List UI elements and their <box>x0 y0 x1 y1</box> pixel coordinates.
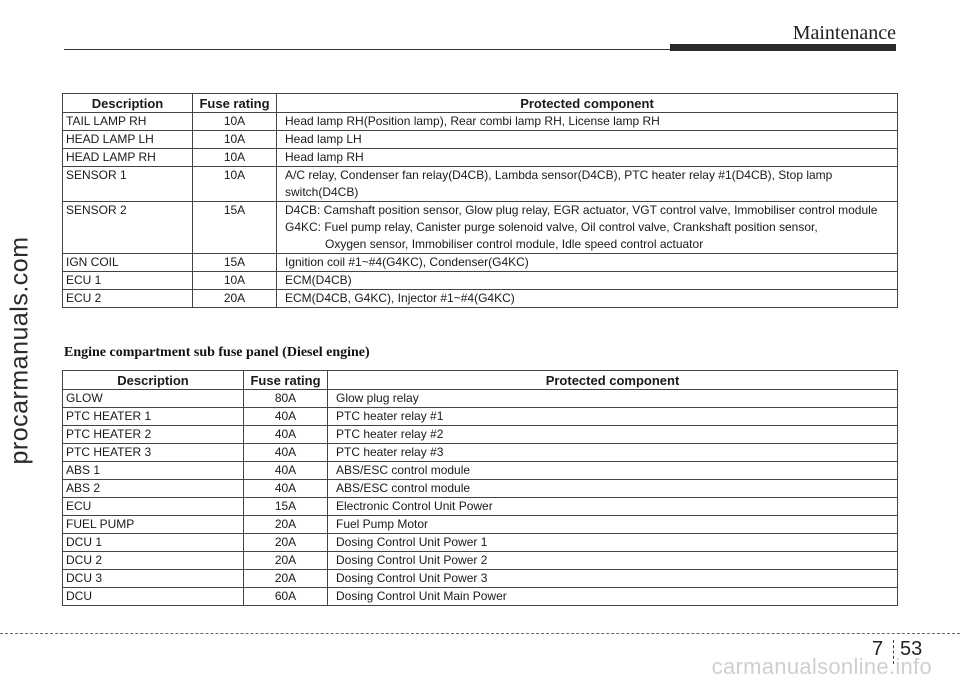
table-row <box>63 552 898 570</box>
row-fuse-rating: 20A <box>244 516 328 534</box>
section-title-sub-fuse-panel: Engine compartment sub fuse panel (Diesel engine) <box>64 345 370 360</box>
row-description: SENSOR 2 <box>63 202 193 254</box>
table-row <box>63 202 898 254</box>
table-row <box>63 588 898 606</box>
component-line: Oxygen sensor, Immobiliser control module, Idle speed control actuator <box>325 237 704 251</box>
row-description: ECU 2 <box>63 290 193 308</box>
row-description: IGN COIL <box>63 254 193 272</box>
row-description: GLOW <box>63 390 244 408</box>
row-protected-component <box>277 272 898 290</box>
row-fuse-rating: 20A <box>244 552 328 570</box>
row-protected-component <box>277 167 898 202</box>
table-row <box>63 131 898 149</box>
table-row <box>63 426 898 444</box>
row-description: PTC HEATER 2 <box>63 426 244 444</box>
page-number: 53 <box>900 638 923 660</box>
row-protected-component <box>277 254 898 272</box>
row-description: TAIL LAMP RH <box>63 113 193 131</box>
row-fuse-rating: 15A <box>193 202 277 254</box>
row-fuse-rating: 15A <box>193 254 277 272</box>
row-fuse-rating: 40A <box>244 480 328 498</box>
footer-rule <box>0 633 960 634</box>
table-row <box>63 390 898 408</box>
table-row <box>63 149 898 167</box>
row-fuse-rating: 40A <box>244 444 328 462</box>
row-protected-component <box>277 131 898 149</box>
row-description: DCU 2 <box>63 552 244 570</box>
table-row <box>63 516 898 534</box>
row-protected-component <box>277 202 898 254</box>
component-line: G4KC: Fuel pump relay, Canister purge solenoid valve, Oil control valve, Crankshaft position sensor, <box>285 220 818 234</box>
component-line: D4CB: Camshaft position sensor, Glow plug relay, EGR actuator, VGT control valve, Immobiliser control module <box>285 203 878 217</box>
row-description: DCU <box>63 588 244 606</box>
side-watermark-text: procarmanuals.com <box>5 235 34 465</box>
table-row <box>63 408 898 426</box>
bottom-watermark: carmanualsonline.info <box>711 654 932 679</box>
row-protected-component: Dosing Control Unit Power 3 <box>328 570 898 588</box>
row-protected-component: ABS/ESC control module <box>328 462 898 480</box>
row-protected-component: PTC heater relay #3 <box>328 444 898 462</box>
table-row <box>63 167 898 202</box>
row-protected-component: Dosing Control Unit Power 1 <box>328 534 898 552</box>
row-description: ABS 1 <box>63 462 244 480</box>
row-description: DCU 3 <box>63 570 244 588</box>
row-description: FUEL PUMP <box>63 516 244 534</box>
row-description: HEAD LAMP RH <box>63 149 193 167</box>
header-rule <box>64 49 670 50</box>
row-protected-component: Fuel Pump Motor <box>328 516 898 534</box>
row-description: ECU 1 <box>63 272 193 290</box>
row-description: SENSOR 1 <box>63 167 193 202</box>
column-header-description: Description <box>63 371 244 390</box>
component-line: ECM(D4CB, G4KC), Injector #1~#4(G4KC) <box>285 291 515 305</box>
chapter-number: 7 <box>872 638 884 660</box>
column-header-protected-component: Protected component <box>328 371 898 390</box>
header-bar <box>670 44 896 51</box>
side-watermark <box>0 80 40 620</box>
table-row <box>63 498 898 516</box>
row-fuse-rating: 20A <box>193 290 277 308</box>
row-protected-component <box>277 113 898 131</box>
row-description: PTC HEATER 3 <box>63 444 244 462</box>
table-row <box>63 113 898 131</box>
row-fuse-rating: 40A <box>244 426 328 444</box>
row-fuse-rating: 60A <box>244 588 328 606</box>
page-header-title: Maintenance <box>792 22 896 44</box>
row-protected-component <box>277 290 898 308</box>
table-row <box>63 444 898 462</box>
row-protected-component: PTC heater relay #2 <box>328 426 898 444</box>
table-row <box>63 534 898 552</box>
component-line: Head lamp RH(Position lamp), Rear combi lamp RH, License lamp RH <box>285 114 660 128</box>
column-header-protected-component: Protected component <box>277 94 898 113</box>
row-fuse-rating: 80A <box>244 390 328 408</box>
table-row <box>63 290 898 308</box>
component-line: ECM(D4CB) <box>285 273 352 287</box>
row-protected-component: Dosing Control Unit Power 2 <box>328 552 898 570</box>
table-row <box>63 462 898 480</box>
component-line: Ignition coil #1~#4(G4KC), Condenser(G4KC) <box>285 255 529 269</box>
row-fuse-rating: 20A <box>244 534 328 552</box>
row-description: PTC HEATER 1 <box>63 408 244 426</box>
table-row <box>63 570 898 588</box>
row-fuse-rating: 40A <box>244 408 328 426</box>
row-fuse-rating: 20A <box>244 570 328 588</box>
row-fuse-rating: 15A <box>244 498 328 516</box>
row-description: HEAD LAMP LH <box>63 131 193 149</box>
row-protected-component: PTC heater relay #1 <box>328 408 898 426</box>
table-header-row <box>63 94 898 113</box>
row-fuse-rating: 10A <box>193 113 277 131</box>
row-protected-component: Glow plug relay <box>328 390 898 408</box>
component-line: switch(D4CB) <box>285 185 359 199</box>
column-header-description: Description <box>63 94 193 113</box>
row-description: ABS 2 <box>63 480 244 498</box>
column-header-fuse-rating: Fuse rating <box>244 371 328 390</box>
row-protected-component: Electronic Control Unit Power <box>328 498 898 516</box>
fuse-table-sub-panel <box>62 370 898 606</box>
row-fuse-rating: 10A <box>193 131 277 149</box>
table-row <box>63 272 898 290</box>
row-description: DCU 1 <box>63 534 244 552</box>
row-protected-component: ABS/ESC control module <box>328 480 898 498</box>
column-header-fuse-rating: Fuse rating <box>193 94 277 113</box>
row-protected-component <box>277 149 898 167</box>
component-line: A/C relay, Condenser fan relay(D4CB), Lambda sensor(D4CB), PTC heater relay #1(D4CB), Stop lamp <box>285 168 833 182</box>
component-line: Head lamp LH <box>285 132 362 146</box>
row-fuse-rating: 10A <box>193 149 277 167</box>
row-fuse-rating: 10A <box>193 272 277 290</box>
row-description: ECU <box>63 498 244 516</box>
row-fuse-rating: 40A <box>244 462 328 480</box>
table-header-row <box>63 371 898 390</box>
row-protected-component: Dosing Control Unit Main Power <box>328 588 898 606</box>
row-fuse-rating: 10A <box>193 167 277 202</box>
table-row <box>63 254 898 272</box>
component-line: Head lamp RH <box>285 150 364 164</box>
fuse-table-main <box>62 93 898 308</box>
table-row <box>63 480 898 498</box>
